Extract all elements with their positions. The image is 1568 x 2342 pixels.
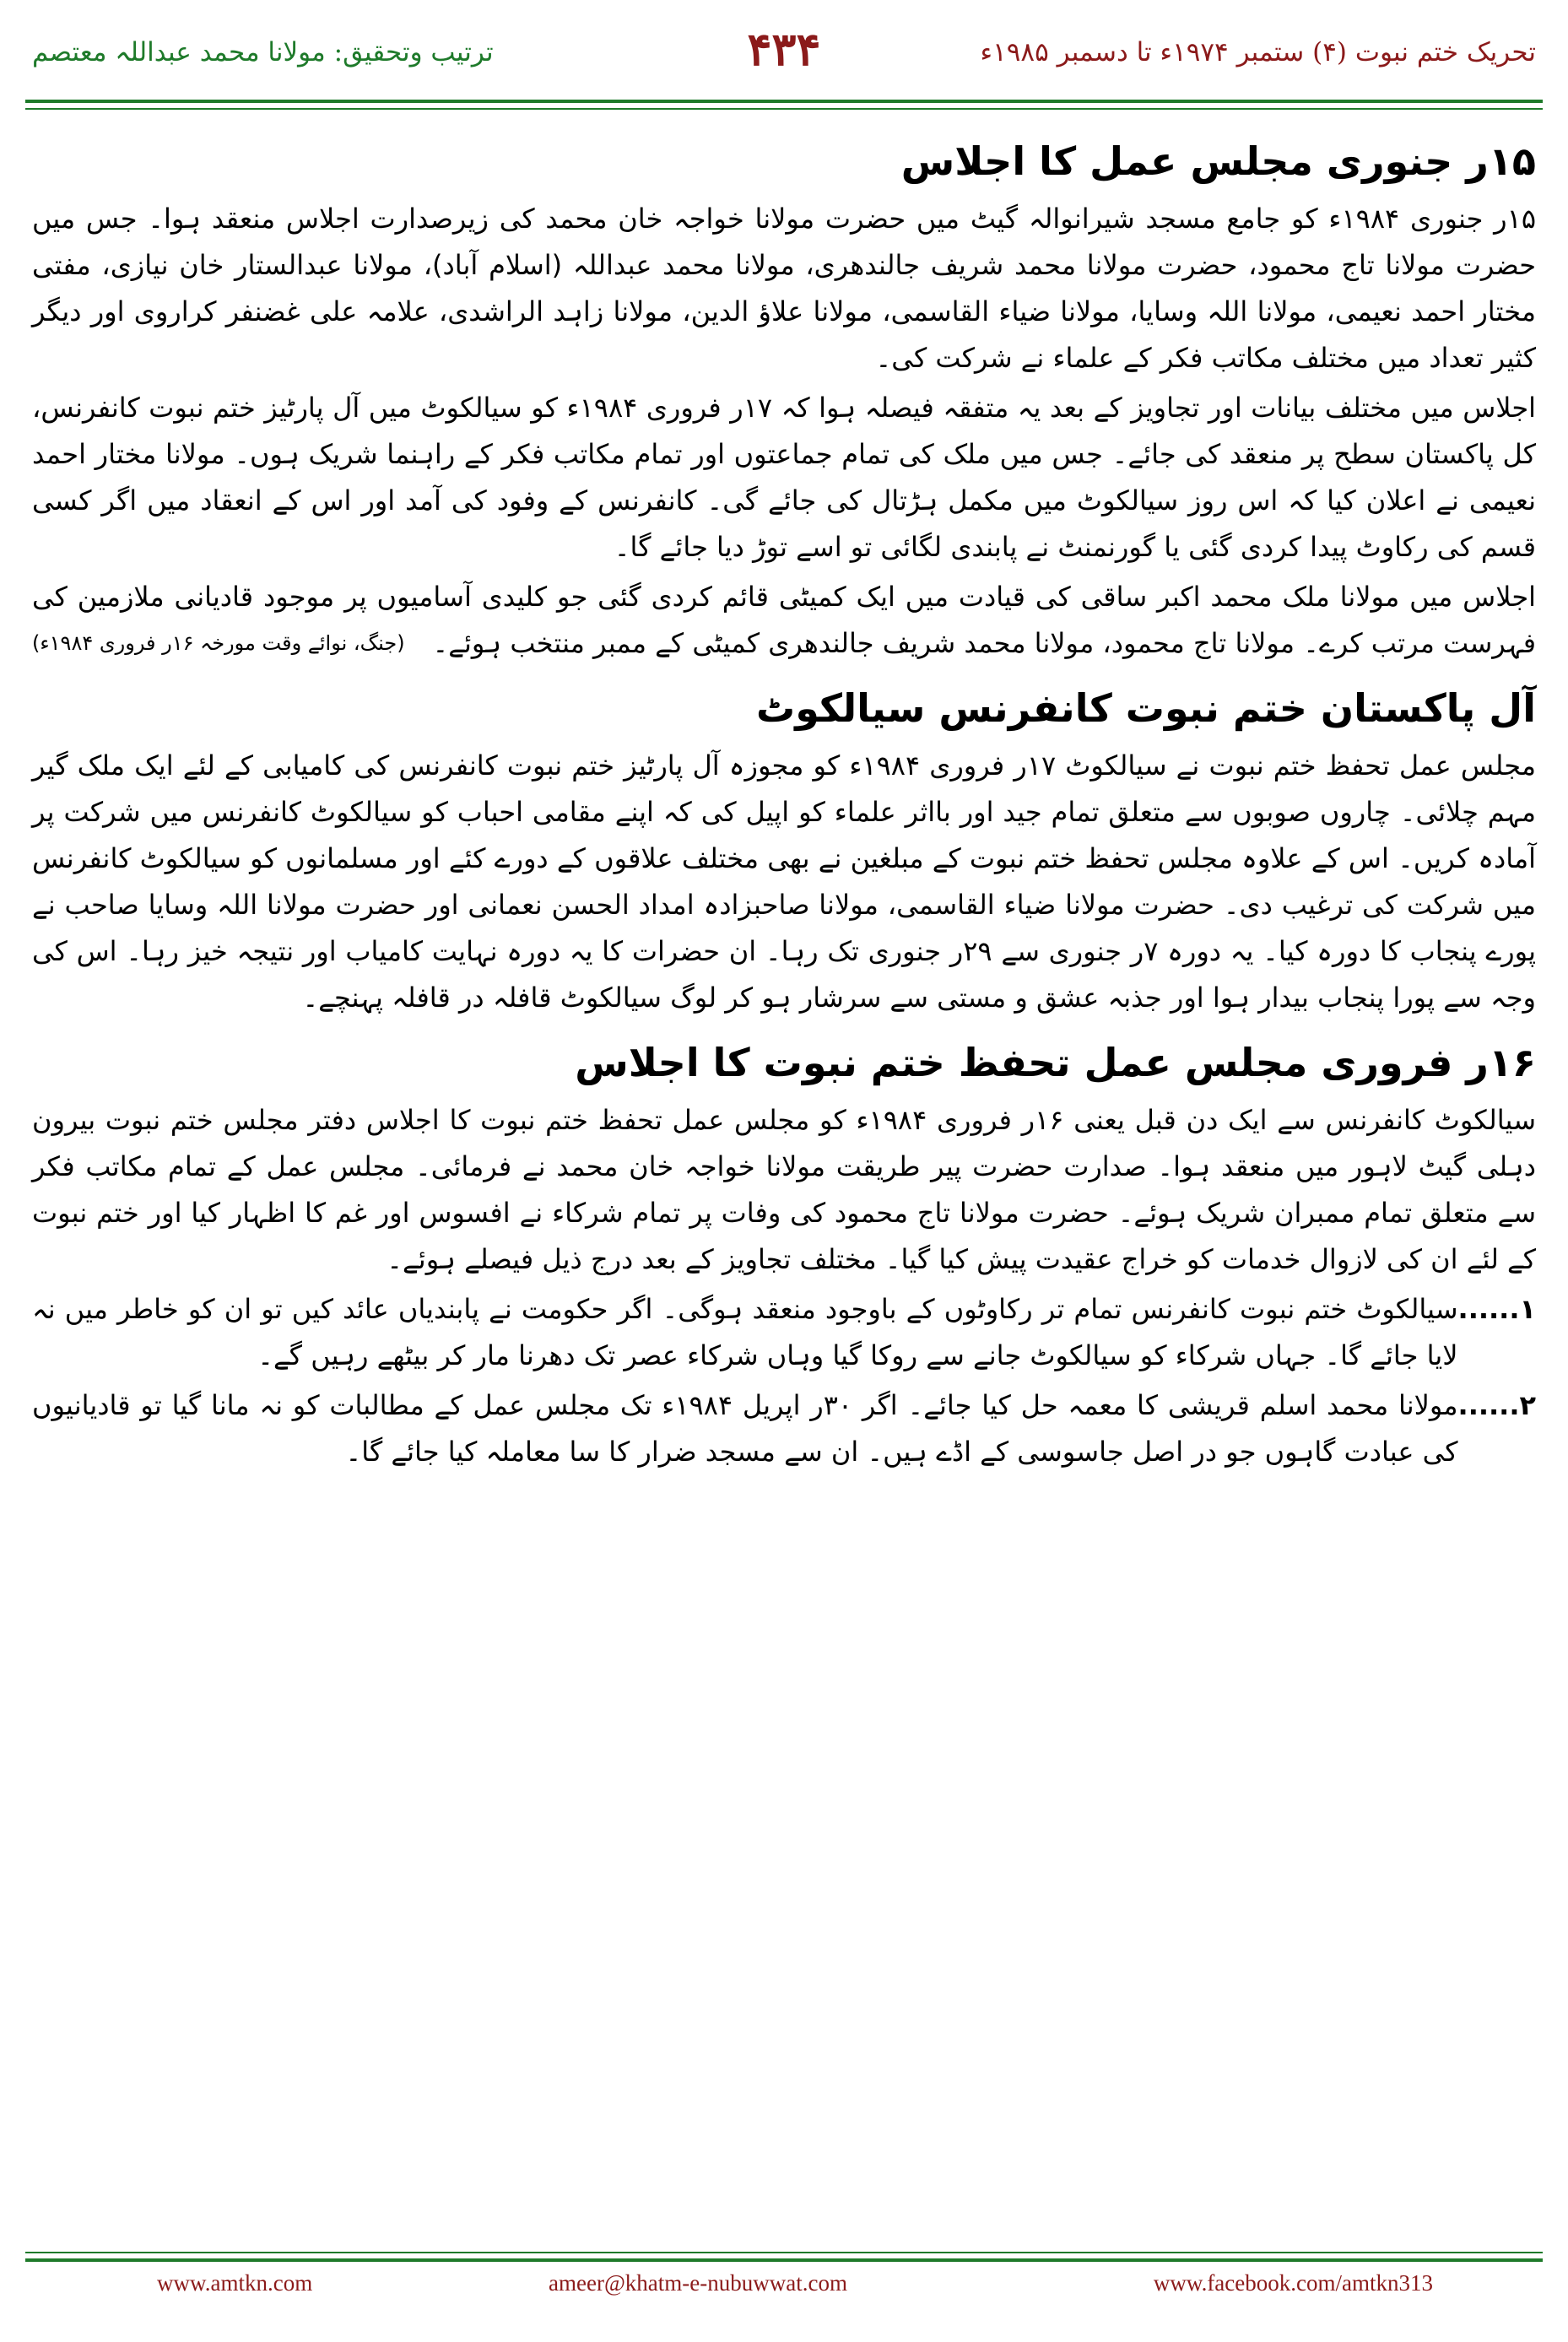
footer-divider-thin (25, 2252, 1543, 2253)
page-body (32, 135, 1536, 1479)
list-item (32, 1382, 1536, 1475)
section-heading-jan-meeting: ۱۵ر جنوری مجلس عمل کا اجلاس (900, 138, 1536, 184)
paragraph: ۱۵ر جنوری ۱۹۸۴ء کو جامع مسجد شیرانوالہ گیٹ میں حضرت مولانا خواجہ خان محمد کی زیرصدارت اجلاس منعقد ہوا۔ جس میں حضرت مولانا تاج محمود، حضرت مولانا محمد شریف جالندھری، مولانا محمد عبداللہ (اسلام آباد)، مولانا عبدالستار خان نیازی، مفتی مختار احمد نعیمی، مولانا اللہ وسایا، مولانا ضیاء القاسمی، مولانا علاؤ الدین، مولانا زاہد الراشدی، علامہ علی غضنفر کراروی اور دیگر کثیر تعداد میں مختلف مکاتب فکر کے علماء نے شرکت کی۔ (32, 203, 1537, 374)
book-title: تحریک ختم نبوت (۴) ستمبر ۱۹۷۴ء تا دسمبر ۱۹۸۵ء (980, 37, 1536, 68)
paragraph (32, 574, 1536, 667)
section-heading-feb-meeting: ۱۶ر فروری مجلس عمل تحفظ ختم نبوت کا اجلاس (575, 1040, 1536, 1085)
source-citation: (جنگ، نوائے وقت مورخہ ۱۶ر فروری ۱۹۸۴ء) (32, 631, 405, 655)
page-header (0, 20, 1568, 79)
paragraph: اجلاس میں مختلف بیانات اور تجاویز کے بعد یہ متفقہ فیصلہ ہوا کہ ۱۷ر فروری ۱۹۸۴ء کو سیالکوٹ میں آل پارٹیز ختم نبوت کانفرنس، کل پاکستان سطح پر منعقد کی جائے۔ جس میں ملک کی تمام جماعتوں اور تمام مکاتب فکر کے راہنما شریک ہوں۔ مولانا مختار احمد نعیمی نے اعلان کیا کہ اس روز سیالکوٹ میں مکمل ہڑتال کی جائے گی۔ کانفرنس کے وفود کی آمد اور اس کے انعقاد میں اگر کسی قسم کی رکاوٹ پیدا کردی گئی یا گورنمنٹ نے پابندی لگائی تو اسے توڑ دیا جائے گا۔ (32, 392, 1537, 563)
website-link[interactable]: www.amtkn.com (157, 2270, 313, 2296)
section-heading-sialkot-conference: آل پاکستان ختم نبوت کانفرنس سیالکوٹ (756, 685, 1536, 731)
list-item-number: ۲...... (1457, 1389, 1536, 1421)
paragraph-text: اجلاس میں مولانا ملک محمد اکبر ساقی کی قیادت میں ایک کمیٹی قائم کردی گئی جو کلیدی آسامیوں پر موجود قادیانی ملازمین کی فہرست مرتب کرے۔ مولانا تاج محمود، مولانا محمد شریف جالندھری کمیٹی کے ممبر منتخب ہوئے۔ (32, 581, 1536, 659)
page-number: ۴۳۴ (747, 22, 821, 76)
facebook-link[interactable]: www.facebook.com/amtkn313 (1153, 2270, 1433, 2296)
footer-divider (25, 2258, 1543, 2262)
page-footer (0, 2270, 1568, 2312)
compiler-credit: ترتیب وتحقیق: مولانا محمد عبداللہ معتصم (32, 37, 494, 68)
header-divider-thin (25, 108, 1543, 110)
paragraph: سیالکوٹ کانفرنس سے ایک دن قبل یعنی ۱۶ر فروری ۱۹۸۴ء کو مجلس عمل تحفظ ختم نبوت کا اجلاس دفتر مجلس ختم نبوت بیرون دہلی گیٹ لاہور میں منعقد ہوا۔ صدارت حضرت پیر طریقت مولانا خواجہ خان محمد نے فرمائی۔ مجلس عمل کے تمام مکاتب فکر سے متعلق تمام ممبران شریک ہوئے۔ حضرت مولانا تاج محمود کی وفات پر تمام شرکاء نے افسوس اور غم کا اظہار کیا اور ختم نبوت کے لئے ان کی لازوال خدمات کو خراج عقیدت پیش کیا گیا۔ مختلف تجاویز کے بعد درج ذیل فیصلے ہوئے۔ (32, 1104, 1537, 1275)
list-item-text: مولانا محمد اسلم قریشی کا معمہ حل کیا جائے۔ اگر ۳۰ر اپریل ۱۹۸۴ء تک مجلس عمل کے مطالبات کو نہ مانا گیا تو قادیانیوں کی عبادت گاہوں جو در اصل جاسوسی کے اڈے ہیں۔ ان سے مسجد ضرار کا سا معاملہ کیا جائے گا۔ (32, 1389, 1458, 1468)
email-link[interactable]: ameer@khatm-e-nubuwwat.com (549, 2270, 847, 2296)
list-item-text: سیالکوٹ ختم نبوت کانفرنس تمام تر رکاوٹوں کے باوجود منعقد ہوگی۔ اگر حکومت نے پابندیاں عائد کیں تو ان کو خاطر میں نہ لایا جائے گا۔ جہاں شرکاء کو سیالکوٹ جانے سے روکا گیا وہاں شرکاء عصر تک دھرنا مار کر بیٹھے رہیں گے۔ (32, 1293, 1458, 1371)
paragraph: مجلس عمل تحفظ ختم نبوت نے سیالکوٹ ۱۷ر فروری ۱۹۸۴ء کو مجوزہ آل پارٹیز ختم نبوت کانفرنس کی کامیابی کے لئے ایک ملک گیر مہم چلائی۔ چاروں صوبوں سے متعلق تمام جید اور بااثر علماء کو اپیل کی کہ اپنے مقامی احباب کو سیالکوٹ کانفرنس میں شرکت پر آمادہ کریں۔ اس کے علاوہ مجلس تحفظ ختم نبوت کے مبلغین نے بھی مختلف علاقوں کے دورے کئے اور مسلمانوں کو سیالکوٹ کانفرنس میں شرکت کی ترغیب دی۔ حضرت مولانا ضیاء القاسمی، مولانا صاحبزادہ امداد الحسن نعمانی اور حضرت مولانا اللہ وسایا صاحب نے پورے پنجاب کا دورہ کیا۔ یہ دورہ ۷ر جنوری سے ۲۹ر جنوری تک رہا۔ ان حضرات کا یہ دورہ نہایت کامیاب اور نتیجہ خیز رہا۔ اس کی وجہ سے پورا پنجاب بیدار ہوا اور جذبہ عشق و مستی سے سرشار ہو کر لوگ سیالکوٹ قافلہ در قافلہ پہنچے۔ (32, 749, 1537, 1014)
header-divider (25, 100, 1543, 103)
list-item-number: ۱...... (1457, 1293, 1536, 1325)
list-item (32, 1286, 1536, 1379)
